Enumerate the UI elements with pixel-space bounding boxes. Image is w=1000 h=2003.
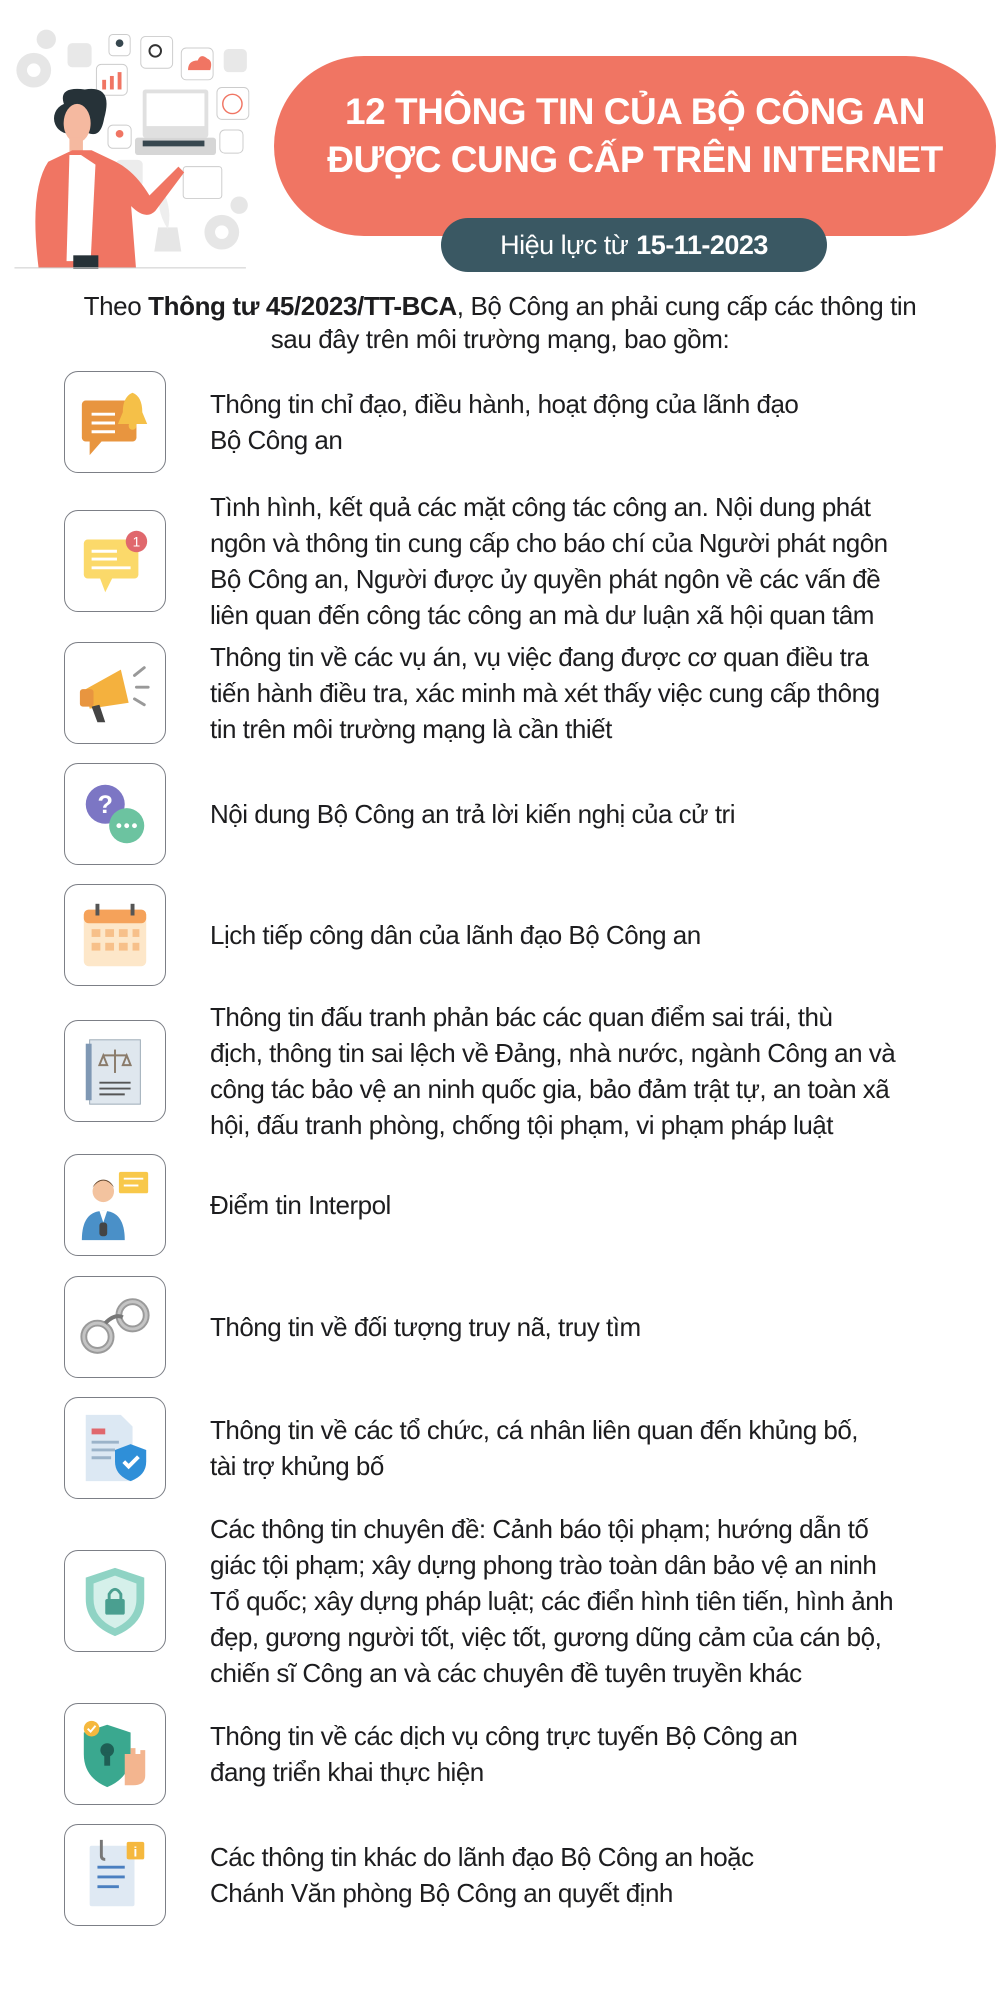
item-text: Thông tin về các vụ án, vụ việc đang được cơ quan điều tra tiến hành điều tra, xác minh mà xét thấy việc cung cấp thông tin trên môi trường mạng là cần thiết	[210, 642, 880, 744]
item-text: Thông tin về các tổ chức, cá nhân liên quan đến khủng bố, tài trợ khủng bố	[210, 1415, 859, 1481]
notification-message-icon	[64, 510, 166, 612]
item-text: Thông tin đấu tranh phản bác các quan điểm sai trái, thù địch, thông tin sai lệch về Đảng, nhà nước, ngành Công an và công tác bảo vệ an ninh quốc gia, bảo đảm trật tự, an toàn xã hội, đấu tranh phòng, chống tội phạm, vi phạm pháp luật	[210, 1002, 896, 1140]
effective-date: 15-11-2023	[636, 229, 768, 260]
item-text: Các thông tin khác do lãnh đạo Bộ Công an hoặc Chánh Văn phòng Bộ Công an quyết định	[210, 1842, 754, 1908]
intro-paragraph	[20, 290, 980, 356]
item-text: Các thông tin chuyên đề: Cảnh báo tội phạm; hướng dẫn tố giác tội phạm; xây dựng phong trào toàn dân bảo vệ an ninh Tổ quốc; xây dựng pháp luật; các điển hình tiên tiến, hình ảnh đẹp, gương người tốt, việc tốt, gương dũng cảm của cán bộ, chiến sĩ Công an và các chuyên đề tuyên truyền khác	[210, 1514, 894, 1688]
title-line-1: 12 THÔNG TIN CỦA BỘ CÔNG AN	[345, 91, 925, 132]
item-text: Thông tin về các dịch vụ công trực tuyến Bộ Công an đang triển khai thực hiện	[210, 1721, 798, 1787]
svg-text:?: ?	[97, 791, 113, 820]
online-service-shield-icon	[64, 1703, 166, 1805]
list-item	[64, 762, 994, 866]
news-anchor-icon	[64, 1154, 166, 1256]
title-banner	[274, 56, 996, 236]
intro-line1-rest: , Bộ Công an phải cung cấp các thông tin	[456, 291, 917, 321]
intro-line2: sau đây trên môi trường mạng, bao gồm:	[270, 324, 730, 354]
effective-date-badge	[441, 218, 827, 272]
list-item	[64, 1275, 994, 1379]
list-item	[64, 1823, 994, 1927]
item-text: Điểm tin Interpol	[210, 1190, 391, 1220]
item-text: Nội dung Bộ Công an trả lời kiến nghị của cử tri	[210, 799, 735, 829]
list-item	[64, 370, 994, 474]
list-item	[64, 641, 994, 745]
svg-text:i: i	[133, 1844, 138, 1860]
list-item	[64, 883, 994, 987]
title-line-2: ĐƯỢC CUNG CẤP TRÊN INTERNET	[327, 139, 943, 180]
svg-text:1: 1	[132, 534, 141, 550]
list-item	[64, 492, 994, 630]
security-shield-lock-icon	[64, 1550, 166, 1652]
law-document-icon	[64, 1020, 166, 1122]
list-item	[64, 1514, 994, 1688]
item-text: Lịch tiếp công dân của lãnh đạo Bộ Công an	[210, 920, 701, 950]
intro-prefix: Theo	[83, 291, 149, 321]
question-chat-icon	[64, 763, 166, 865]
item-text: Thông tin về đối tượng truy nã, truy tìm	[210, 1312, 641, 1342]
list-item	[64, 1396, 994, 1500]
circular-reference: Thông tư 45/2023/TT-BCA	[148, 291, 457, 321]
item-text: Thông tin chỉ đạo, điều hành, hoạt động của lãnh đạo Bộ Công an	[210, 389, 799, 455]
shield-document-icon	[64, 1397, 166, 1499]
hero-illustration-woman-laptop	[0, 0, 270, 285]
calendar-icon	[64, 884, 166, 986]
list-item	[64, 1153, 994, 1257]
megaphone-icon	[64, 642, 166, 744]
effective-label: Hiệu lực từ	[500, 229, 629, 260]
list-item	[64, 1702, 994, 1806]
info-document-icon	[64, 1824, 166, 1926]
handcuffs-icon	[64, 1276, 166, 1378]
chat-bell-icon	[64, 371, 166, 473]
list-item	[64, 1002, 994, 1140]
item-text: Tình hình, kết quả các mặt công tác công an. Nội dung phát ngôn và thông tin cung cấp cho báo chí của Người phát ngôn Bộ Công an, Người được ủy quyền phát ngôn về các vấn đề liên quan đến công tác công an mà dư luận xã hội quan tâm	[210, 492, 888, 630]
